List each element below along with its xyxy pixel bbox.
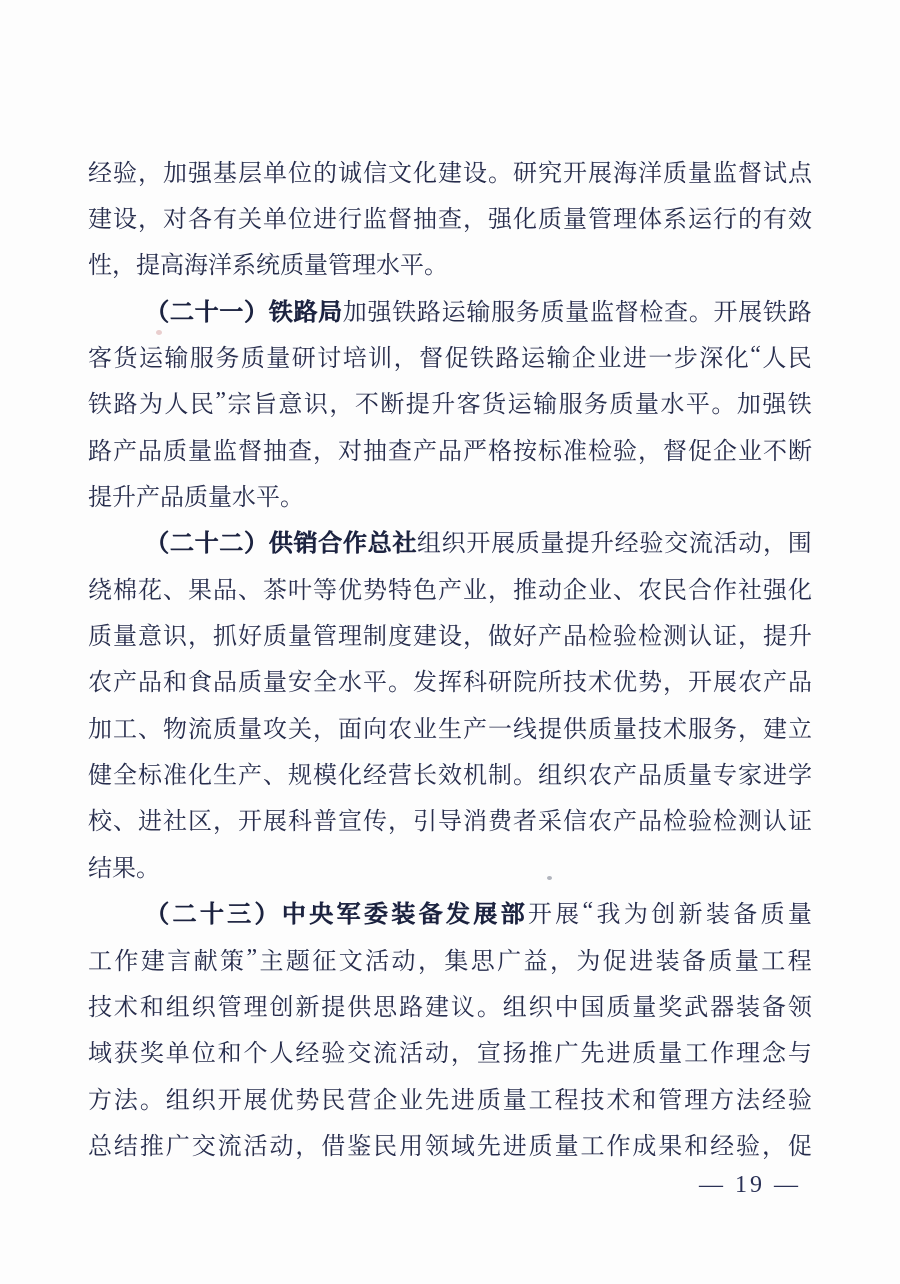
scan-speck — [156, 330, 162, 335]
text-line: 绕 棉 花 、 果 品 、 茶 叶 等 优 势 特 色 产 业 ， 推 动 企 业 、 农 民 合 作 社 强 化 — [88, 577, 812, 604]
text-line: 经 验 ， 加 强 基 层 单 位 的 诚 信 文 化 建 设 。 研 究 开 展 海 洋 质 量 监 督 试 点 — [88, 160, 812, 187]
text-line: 健 全 标 准 化 生 产 、 规 模 化 经 营 长 效 机 制 。 组 织 农 产 品 质 量 专 家 进 学 — [88, 763, 812, 790]
text-line: 总 结 推 广 交 流 活 动 ， 借 鉴 民 用 领 域 先 进 质 量 工 作 成 果 和 经 验 ， 促 — [88, 1133, 812, 1160]
text-line: 农 产 品 和 食 品 质 量 安 全 水 平 。 发 挥 科 研 院 所 技 术 优 势 ， 开 展 农 产 品 — [88, 670, 812, 697]
text-line: 域 获 奖 单 位 和 个 人 经 验 交 流 活 动 ， 宣 扬 推 广 先 进 质 量 工 作 理 念 与 — [88, 1041, 812, 1068]
text-line: （ 二 十 二 ） 供 销 合 作 总 社 组 织 开 展 质 量 提 升 经 验 交 流 活 动 ， 围 — [145, 531, 812, 558]
text-line: 结 果 。 — [88, 855, 160, 882]
text-line: 提 升 产 品 质 量 水 平 。 — [88, 485, 304, 512]
text-line: 加 工 、 物 流 质 量 攻 关 ， 面 向 农 业 生 产 一 线 提 供 质 量 技 术 服 务 ， 建 立 — [88, 716, 812, 743]
text-line: 方 法 。 组 织 开 展 优 势 民 营 企 业 先 进 质 量 工 程 技 术 和 管 理 方 法 经 验 — [88, 1087, 812, 1114]
text-line: 技 术 和 组 织 管 理 创 新 提 供 思 路 建 议 。 组 织 中 国 质 量 奖 武 器 装 备 领 — [88, 994, 812, 1021]
text-line: （ 二 十 一 ） 铁 路 局 加 强 铁 路 运 输 服 务 质 量 监 督 检 查 。 开 展 铁 路 — [145, 299, 812, 326]
scan-speck — [547, 876, 552, 880]
text-line: 铁 路 为 人 民 ” 宗 旨 意 识 ， 不 断 提 升 客 货 运 输 服 务 质 量 水 平 。 加 强 铁 — [88, 388, 812, 419]
document-body-text — [88, 147, 812, 1167]
text-line: （ 二 十 三 ） 中 央 军 委 装 备 发 展 部 开 展 “ 我 为 创 新 装 备 质 量 — [145, 898, 812, 929]
page-number: — 19 — — [699, 1172, 801, 1198]
text-line: 建 设 ， 对 各 有 关 单 位 进 行 监 督 抽 查 ， 强 化 质 量 管 理 体 系 运 行 的 有 效 — [88, 207, 812, 234]
text-line: 性 ， 提 高 海 洋 系 统 质 量 管 理 水 平 。 — [88, 253, 448, 280]
text-line: 客 货 运 输 服 务 质 量 研 讨 培 训 ， 督 促 铁 路 运 输 企 业 进 一 步 深 化 “ 人 民 — [88, 342, 812, 373]
text-line: 工 作 建 言 献 策 ” 主 题 征 文 活 动 ， 集 思 广 益 ， 为 促 进 装 备 质 量 工 程 — [88, 944, 812, 975]
text-line: 质 量 意 识 ， 抓 好 质 量 管 理 制 度 建 设 ， 做 好 产 品 检 验 检 测 认 证 ， 提 升 — [88, 624, 812, 651]
text-line: 校 、 进 社 区 ， 开 展 科 普 宣 传 ， 引 导 消 费 者 采 信 农 产 品 检 验 检 测 认 证 — [88, 809, 812, 836]
text-line: 路 产 品 质 量 监 督 抽 查 ， 对 抽 查 产 品 严 格 按 标 准 检 验 ， 督 促 企 业 不 断 — [88, 438, 812, 465]
